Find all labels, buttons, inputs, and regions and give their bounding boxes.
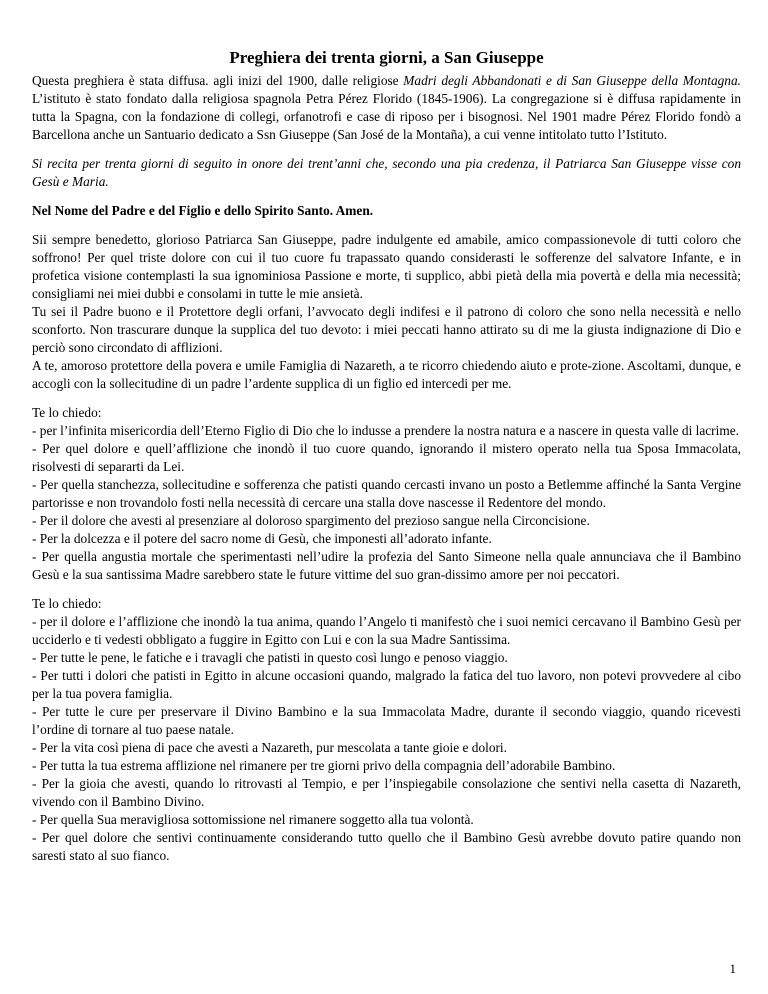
prayer-paragraph: Tu sei il Padre buono e il Protettore degli orfani, l’avvocato degli indifesi e il patrono di coloro che sono nella necessità e nello sconforto. Non trascurare dunque la supplica del tuo devoto: i miei peccati hanno attirato su di me la giusta indignazione di Dio e perciò sono circondato di afflizioni. — [32, 304, 741, 355]
list-item: - per l’infinita misericordia dell’Eterno Figlio di Dio che lo indusse a prendere la nostra natura e a nascere in questa valle di lacrime. — [32, 423, 739, 438]
document-page — [32, 48, 741, 865]
invocation: Nel Nome del Padre e del Figlio e dello Spirito Santo. Amen. — [32, 203, 374, 218]
list-item: - Per la dolcezza e il potere del sacro nome di Gesù, che imponesti all’adorato infante. — [32, 531, 492, 546]
section-heading: Te lo chiedo: — [32, 405, 102, 420]
list-item: - Per il dolore che avesti al presenziare al doloroso spargimento del prezioso sangue nella Circoncisione. — [32, 513, 590, 528]
list-item: - Per la vita così piena di pace che avesti a Nazareth, pur mescolata a tante gioie e dolori. — [32, 740, 507, 755]
section-heading: Te lo chiedo: — [32, 596, 102, 611]
section-one — [32, 404, 741, 584]
list-item: - Per quella angustia mortale che sperimentasti nell’udire la profezia del Santo Simeone nella quale annunciava che il Bambino Gesù e la sua santissima Madre sarebbero state le future vittime del suo gran-dissimo amore per noi peccatori. — [32, 549, 741, 582]
list-item: - Per tutte le pene, le fatiche e i travagli che patisti in questo così lungo e penoso viaggio. — [32, 650, 508, 665]
intro-text-b: L’istituto è stato fondato dalla religiosa spagnola Petra Pérez Florido (1845-1906). La congregazione si è diffusa rapidamente in tutta la Spagna, con la fondazione di collegi, orfanotrofi e case di riposo per i bisognosi. Nel 1901 madre Pérez Florido fondò a Barcellona anche un Santuario dedicato a Ssn Giuseppe (San José de la Montaña), a cui venne intitolato tutto l’Istituto. — [32, 91, 741, 142]
section-two — [32, 595, 741, 865]
list-item: - per il dolore e l’afflizione che inondò la tua anima, quando l’Angelo ti manifestò che i suoi nemici cercavano il Bambino Gesù per ucciderlo e ti vedesti obbligato a fuggire in Egitto con Lui e con la sua Madre Santissima. — [32, 614, 741, 647]
list-item: - Per tutte le cure per preservare il Divino Bambino e la sua Immacolata Madre, durante il secondo viaggio, quando ricevesti l’ordine di tornare al tuo paese natale. — [32, 704, 741, 737]
prayer-paragraph: Sii sempre benedetto, glorioso Patriarca San Giuseppe, padre indulgente ed amabile, amico compassionevole di tutti coloro che soffrono! Per quel triste dolore con cui il tuo cuore fu trapassato quando considerasti le sofferenze del salvatore Infante, e in profetica visione contemplasti la sua ignominiosa Passione e morte, ti supplico, abbi pietà della mia povertà e della mia necessità; consigliami nei miei dubbi e consolami in tutte le mie ansietà. — [32, 232, 741, 301]
prayer-block — [32, 231, 741, 393]
intro-paragraph — [32, 72, 741, 144]
intro-text-italic: Madri degli Abbandonati e di San Giuseppe della Montagna. — [403, 73, 741, 88]
page-number: 1 — [729, 961, 736, 976]
note-paragraph: Si recita per trenta giorni di seguito in onore dei trent’anni che, secondo una pia credenza, il Patriarca San Giuseppe visse con Gesù e Maria. — [32, 156, 741, 189]
list-item: - Per tutti i dolori che patisti in Egitto in alcune occasioni quando, malgrado la fatica del tuo lavoro, non potevi provvedere al cibo per la tua povera famiglia. — [32, 668, 741, 701]
list-item: - Per quella stanchezza, sollecitudine e sofferenza che patisti quando cercasti invano un posto a Betlemme affinché la Santa Vergine partorisse e non trovandolo fosti nella necessità di cercare una stalla dove nascesse il Redentore del mondo. — [32, 477, 741, 510]
list-item: - Per tutta la tua estrema afflizione nel rimanere per tre giorni privo della compagnia dell’adorabile Bambino. — [32, 758, 616, 773]
page-title: Preghiera dei trenta giorni, a San Giuseppe — [229, 48, 544, 67]
list-item: - Per quella Sua meravigliosa sottomissione nel rimanere soggetto alla tua volontà. — [32, 812, 474, 827]
list-item: - Per quel dolore e quell’afflizione che inondò il tuo cuore quando, ignorando il mistero operato nella tua Sposa Immacolata, risolvesti di separarti da Lei. — [32, 441, 741, 474]
prayer-paragraph: A te, amoroso protettore della povera e umile Famiglia di Nazareth, a te ricorro chiedendo aiuto e prote-zione. Ascoltami, dunque, e accogli con la sollecitudine di un padre l’ardente supplica di un figlio ed intercedi per me. — [32, 358, 741, 391]
list-item: - Per la gioia che avesti, quando lo ritrovasti al Tempio, e per l’inspiegabile consolazione che sentivi nella casetta di Nazareth, vivendo con il Bambino Divino. — [32, 776, 741, 809]
intro-text-a: Questa preghiera è stata diffusa. agli inizi del 1900, dalle religiose — [32, 73, 404, 88]
list-item: - Per quel dolore che sentivi continuamente considerando tutto quello che il Bambino Gesù avrebbe dovuto patire quando non saresti stato al suo fianco. — [32, 830, 741, 863]
